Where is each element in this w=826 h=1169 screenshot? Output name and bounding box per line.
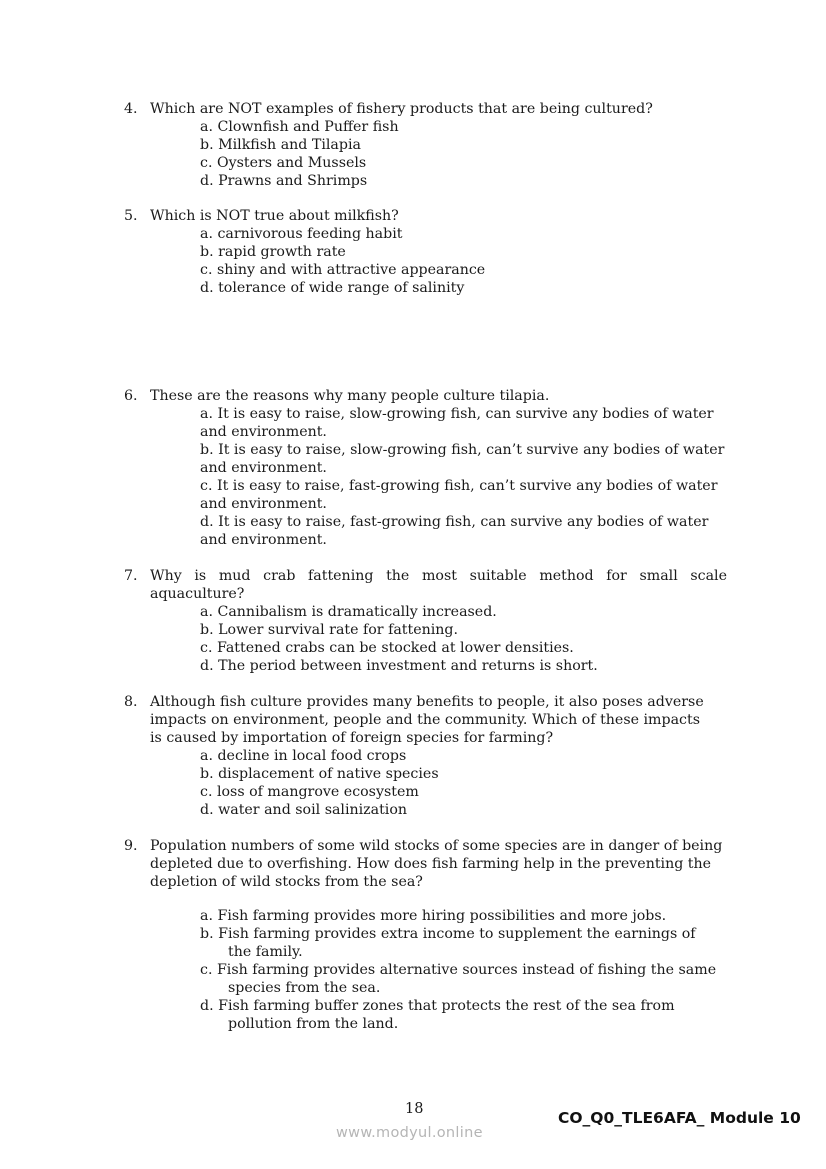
stem-word: mud: [218, 568, 251, 584]
option-c: c. Fattened crabs can be stocked at lower densities.: [200, 640, 574, 656]
option-c: c. shiny and with attractive appearance: [200, 262, 486, 278]
option-a: a. Clownfish and Puffer fish: [200, 119, 399, 135]
option-d-continued: and environment.: [200, 532, 327, 548]
option-c: c. It is easy to raise, fast-growing fish, can’t survive any bodies of water: [200, 478, 718, 494]
option-b: b. It is easy to raise, slow-growing fish, can’t survive any bodies of water: [200, 442, 725, 458]
option-b-continued: the family.: [228, 944, 303, 960]
question-stem-line-2: aquaculture?: [150, 586, 245, 602]
question-stem-line-3: is caused by importation of foreign species for farming?: [150, 730, 554, 746]
question-number: 9.: [124, 838, 138, 854]
option-b: b. Milkfish and Tilapia: [200, 137, 361, 153]
question-stem: Which are NOT examples of fishery products that are being cultured?: [150, 101, 653, 117]
option-b: b. Fish farming provides extra income to supplement the earnings of: [200, 926, 696, 942]
stem-word: most: [421, 568, 457, 584]
option-d: d. water and soil salinization: [200, 802, 408, 818]
option-c-continued: and environment.: [200, 496, 327, 512]
option-a: a. It is easy to raise, slow-growing fish, can survive any bodies of water: [200, 406, 714, 422]
question-stem: These are the reasons why many people culture tilapia.: [150, 388, 550, 404]
option-c: c. Fish farming provides alternative sources instead of fishing the same: [200, 962, 717, 978]
question-stem-line-1: Although fish culture provides many benefits to people, it also poses adverse: [150, 694, 704, 710]
question-stem-line-2: impacts on environment, people and the community. Which of these impacts: [150, 712, 700, 728]
option-b: b. Lower survival rate for fattening.: [200, 622, 459, 638]
option-a: a. Fish farming provides more hiring possibilities and more jobs.: [200, 908, 667, 924]
option-c-continued: species from the sea.: [228, 980, 381, 996]
option-d: d. tolerance of wide range of salinity: [200, 280, 465, 296]
stem-word: small: [639, 568, 678, 584]
option-d-continued: pollution from the land.: [228, 1016, 399, 1032]
question-number: 4.: [124, 101, 138, 117]
question-stem: Which is NOT true about milkfish?: [150, 208, 399, 224]
option-c: c. Oysters and Mussels: [200, 155, 367, 171]
stem-word: the: [386, 568, 410, 584]
option-a: a. Cannibalism is dramatically increased.: [200, 604, 497, 620]
stem-word: Why: [150, 568, 182, 584]
option-d: d. Fish farming buffer zones that protects the rest of the sea from: [200, 998, 675, 1014]
option-a: a. decline in local food crops: [200, 748, 407, 764]
option-d: d. The period between investment and returns is short.: [200, 658, 598, 674]
option-b-continued: and environment.: [200, 460, 327, 476]
option-c: c. loss of mangrove ecosystem: [200, 784, 419, 800]
question-number: 7.: [124, 568, 138, 584]
watermark: www.modyul.online: [336, 1125, 483, 1141]
question-stem-line-1: Population numbers of some wild stocks of some species are in danger of being: [150, 838, 723, 854]
question-stem-line-2: depleted due to overfishing. How does fish farming help in the preventing the: [150, 856, 712, 872]
option-a-continued: and environment.: [200, 424, 327, 440]
stem-word: method: [539, 568, 594, 584]
option-d: d. Prawns and Shrimps: [200, 173, 368, 189]
stem-word: scale: [690, 568, 727, 584]
option-a: a. carnivorous feeding habit: [200, 226, 403, 242]
stem-word: for: [606, 568, 627, 584]
option-b: b. rapid growth rate: [200, 244, 346, 260]
question-stem-line-3: depletion of wild stocks from the sea?: [150, 874, 423, 890]
question-stem-line-1: [150, 567, 727, 585]
question-number: 6.: [124, 388, 138, 404]
stem-word: suitable: [469, 568, 527, 584]
option-d: d. It is easy to raise, fast-growing fish, can survive any bodies of water: [200, 514, 709, 530]
page-number: 18: [405, 1101, 424, 1117]
stem-word: crab: [263, 568, 296, 584]
question-number: 8.: [124, 694, 138, 710]
option-b: b. displacement of native species: [200, 766, 439, 782]
stem-word: fattening: [308, 568, 374, 584]
module-code: CO_Q0_TLE6AFA_ Module 10: [558, 1109, 801, 1127]
question-number: 5.: [124, 208, 138, 224]
stem-word: is: [194, 568, 207, 584]
